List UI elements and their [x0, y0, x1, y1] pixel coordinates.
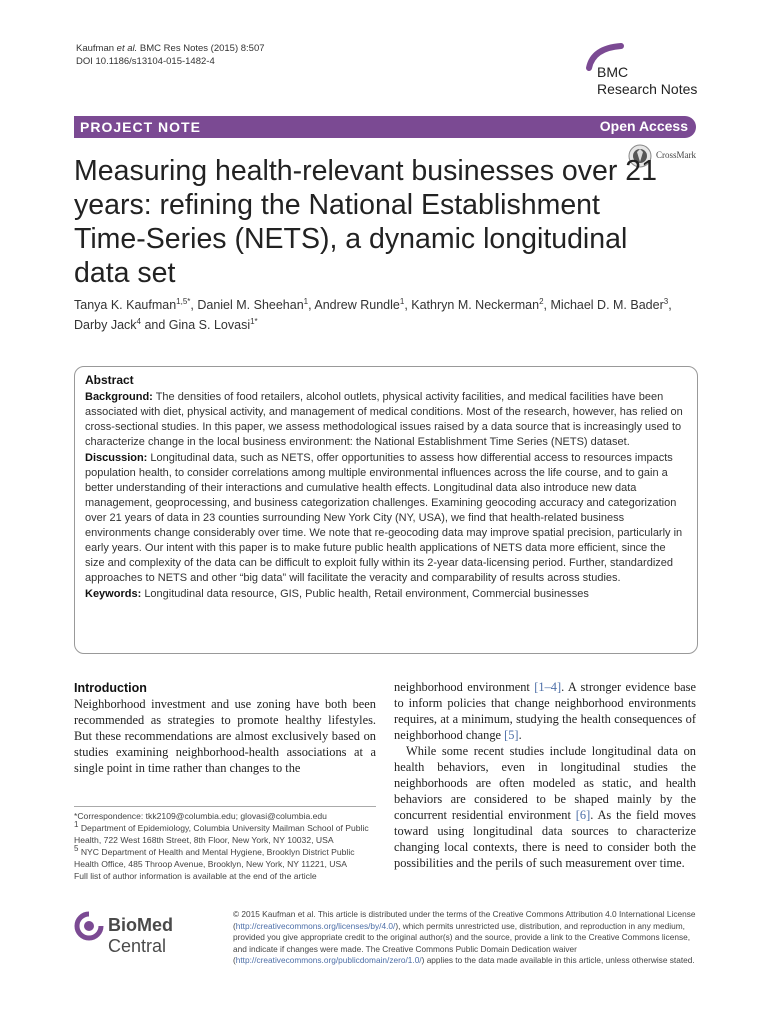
keywords-label: Keywords:: [85, 588, 142, 600]
abstract-heading: Abstract: [85, 373, 134, 387]
background-label: Background:: [85, 391, 153, 403]
correspondence-note: *Correspondence: tkk2109@columbia.edu; glovasi@columbia.edu: [74, 811, 327, 821]
author-affiliation: 2: [539, 296, 544, 306]
author-affiliation: 4: [136, 316, 141, 326]
journal-info: [76, 42, 265, 68]
author-name: Tanya K. Kaufman: [74, 298, 177, 312]
author-affiliation: 3: [663, 296, 669, 306]
introduction-paragraph-continued: [394, 679, 696, 743]
article-type-banner: [74, 116, 696, 138]
doi: DOI 10.1186/s13104-015-1482-4: [76, 56, 215, 67]
author-info-note: Full list of author information is available at the end of the article: [74, 871, 317, 881]
biomed-central-wordmark: [108, 915, 224, 957]
footnotes: [74, 806, 376, 882]
author-name: Andrew Rundle: [314, 298, 400, 312]
background-text: The densities of food retailers, alcohol outlets, physical activity facilities, and medical facilities have been associated with diet, physical activity, and management of medical conditions. Most of the research, however, has relied on cross-sectional studies. In this paper, we assess methodological issues raised by a data source that is increasingly used to characterize change in the local business environment: the National Establishment Time Series (NETS) dataset.: [85, 391, 683, 448]
left-column: [74, 679, 376, 776]
discussion-text: Longitudinal data, such as NETS, offer opportunities to assess how differential access to resources impacts population health, to consider correlations among multiple environmental influences across the life course, and to gain a better understanding of their interactions and cumulative health effects. Longitudinal data also introduce new data management, geoprocessing, and business categorization challenges. Examining geocoding accuracy and categorization over 21 years of data in 23 counties surrounding New York City (NY, USA), we find that health-related business environments change considerably over time. We note that re-geocoding data may improve spatial precision, particularly in early years. Our intent with this paper is to make future public health applications of NETS data more efficient, since the size and complexity of the data can be difficult to exploit fully within its 2-year data-licensing period. Further, standardized approaches to NETS and other “big data” will facilitate the veracity and comparability of results across studies.: [85, 452, 683, 584]
biomed-central-icon: [74, 911, 104, 941]
journal-ref-etal: et al.: [116, 43, 138, 54]
bmc-research-notes-logo: [583, 42, 703, 98]
introduction-paragraph-2: [394, 743, 696, 871]
license-text: © 2015 Kaufman et al. This article is distributed under the terms of the Creative Commons Attribution 4.0 International License (: [233, 909, 696, 931]
body-text-span: . A stronger evidence base to inform policies that change neighborhood environments requires, at a minimum, studying the health consequences of neighborhood change: [394, 680, 696, 742]
journal-reference: [76, 42, 265, 55]
logo-bmc: BMC: [597, 64, 629, 80]
abstract-box: [74, 366, 698, 654]
body-text-span: .: [518, 728, 522, 742]
license-link[interactable]: http://creativecommons.org/licenses/by/4.0/: [235, 920, 396, 931]
affiliation-note: [74, 822, 376, 846]
journal-ref-suffix: BMC Res Notes (2015) 8:507: [137, 43, 265, 54]
author-affiliation: 1: [303, 296, 309, 306]
crossmark-label: CrossMark: [656, 150, 696, 160]
right-column: [394, 679, 696, 871]
introduction-heading: Introduction: [74, 681, 147, 695]
body-text-span: . As the field moves toward using longitudinal data sources to characterize changing local contexts, there is need to consider both the possibilities and the perils of such measurement over time.: [394, 808, 696, 870]
affiliation-note: [74, 846, 376, 870]
author-affiliation: 1*: [250, 316, 258, 326]
keywords-text: Longitudinal data resource, GIS, Public health, Retail environment, Commercial businesses: [144, 588, 589, 600]
abstract-keywords: [85, 587, 687, 602]
journal-ref-prefix: Kaufman: [76, 43, 117, 54]
author-name: Daniel M. Sheehan: [197, 298, 304, 312]
introduction-paragraph: Neighborhood investment and use zoning have both been recommended as strategies to promote healthy lifestyles. But these recommendations are almost exclusively based on studies examining neighborhood-health associations at a single point in time rather than changes to the: [74, 697, 376, 775]
author-affiliation: 1: [399, 296, 405, 306]
author-name: Michael D. M. Bader: [550, 298, 664, 312]
biomed-bold: BioMed: [108, 915, 173, 935]
author-name: Darby Jack: [74, 318, 137, 332]
discussion-label: Discussion:: [85, 452, 148, 464]
affiliation-number: 5: [74, 844, 79, 854]
abstract-discussion: [85, 451, 687, 586]
article-type: PROJECT NOTE: [80, 119, 201, 135]
author-affiliation: 1,5*: [176, 296, 191, 306]
article-title: Measuring health-relevant businesses over 21 years: refining the National Establishment Time-Series (NETS), a dynamic longitudinal data set: [74, 155, 657, 289]
citation-link[interactable]: [6]: [575, 808, 591, 822]
license-statement: [233, 909, 703, 967]
citation-link[interactable]: [1–4]: [534, 680, 562, 694]
open-access-label: Open Access: [599, 118, 688, 134]
affiliation-text: Department of Epidemiology, Columbia University Mailman School of Public Health, 722 West 168th Street, 8th Floor, New York, NY 10032, USA: [74, 823, 369, 845]
biomed-rest: Central: [108, 936, 167, 956]
abstract-background: [85, 390, 687, 450]
author-name: Gina S. Lovasi: [168, 318, 251, 332]
biomed-central-logo: [74, 911, 224, 956]
author-list: Tanya K. Kaufman$^{1,5*}$, Daniel M. Sheehan$^1$, Andrew Rundle$^1$, Kathryn M. Neckerman$^2$, Michael D. M. Bader$^3$, Darby Jack$^4$ and Gina S. Lovasi$^{1*}$: [74, 296, 672, 332]
logo-research-notes: Research Notes: [597, 81, 698, 97]
citation-link[interactable]: [5]: [504, 728, 519, 742]
body-text-span: While some recent studies include longitudinal data on health behaviors, even in longitudinal studies the neighborhoods are often modeled as static, and health behaviors are considered to be shaped mainly by the concurrent residential environment: [394, 744, 696, 822]
affiliation-text: NYC Department of Health and Mental Hygiene, Brooklyn District Public Health Office, 485 Throop Avenue, Brooklyn, New York, NY 11221, USA: [74, 847, 355, 869]
license-text: ) applies to the data made available in this article, unless otherwise stated.: [421, 955, 695, 965]
author-name: Kathryn M. Neckerman: [411, 298, 540, 312]
public-domain-link[interactable]: http://creativecommons.org/publicdomain/zero/1.0/: [235, 955, 422, 965]
license-text: ), which permits unrestricted use, distribution, and reproduction in any medium, provided you give appropriate credit to the original author(s) and the source, provide a link to the Creative Commons license, and indicate if changes were made. The Creative Commons Public Domain Dedication waiver (: [233, 920, 691, 965]
body-text-span: neighborhood environment: [394, 680, 535, 694]
affiliation-number: 1: [74, 820, 79, 830]
